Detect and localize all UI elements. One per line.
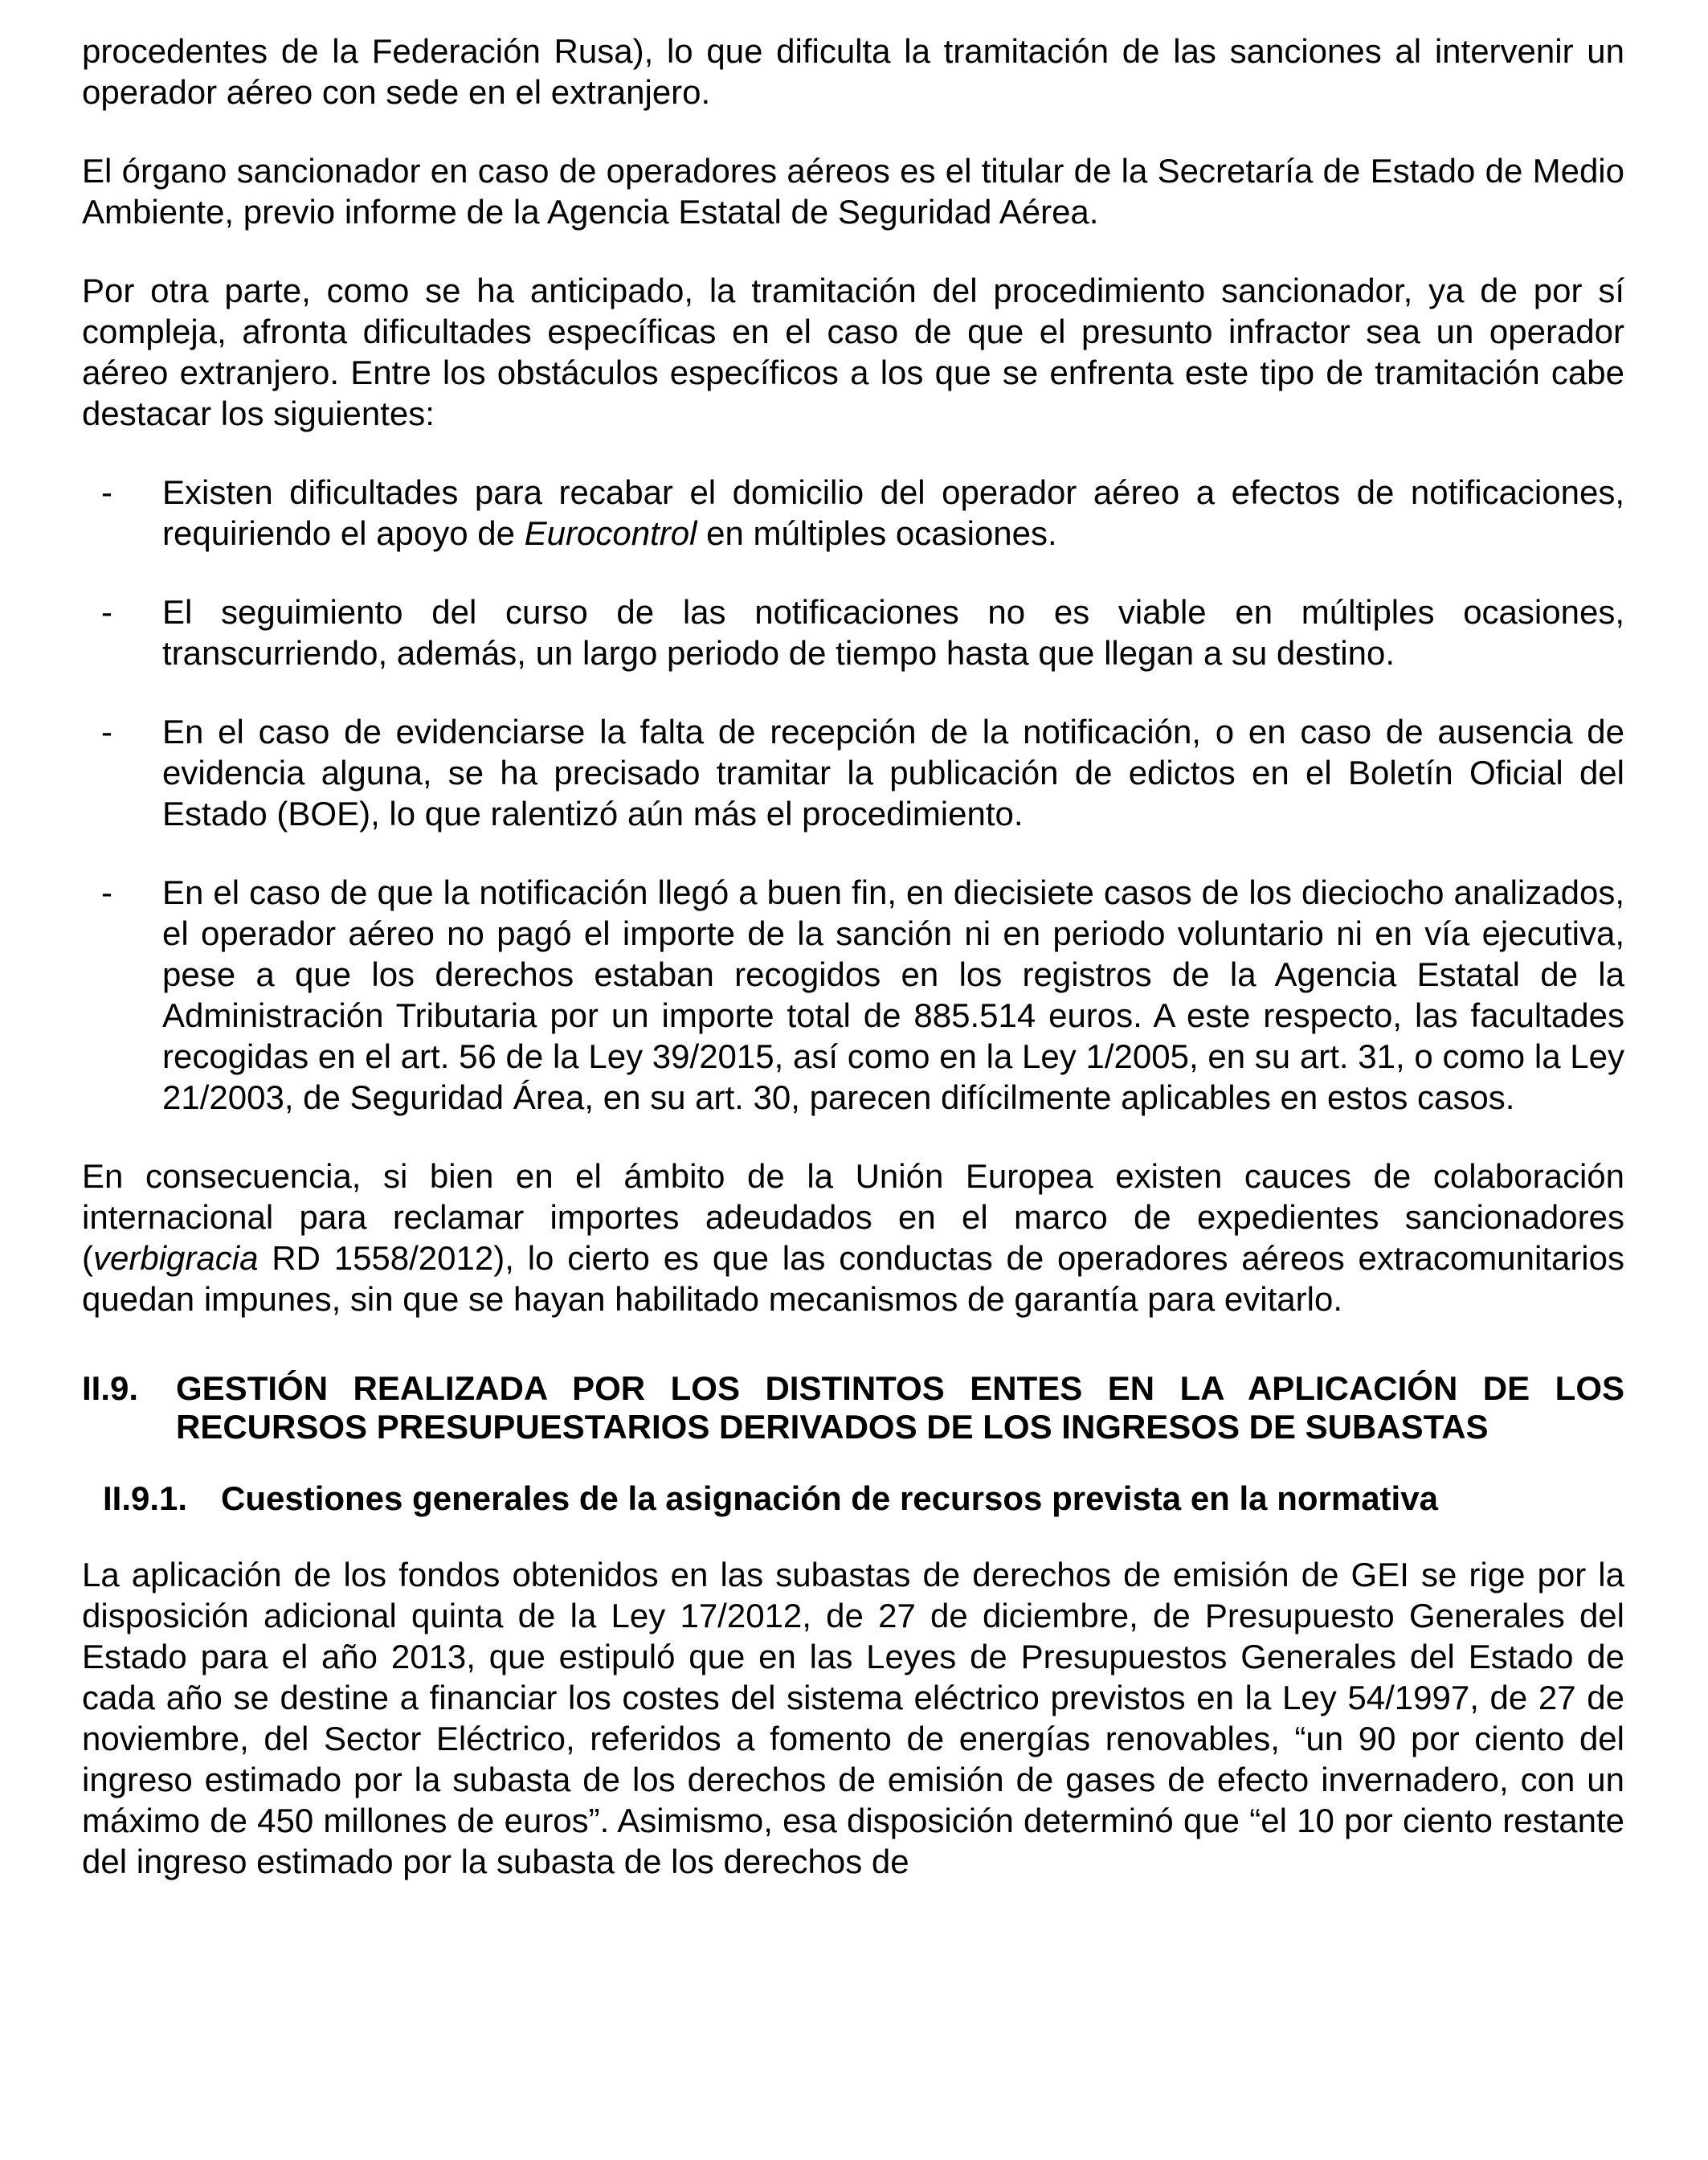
list-item-italic: Eurocontrol: [524, 514, 697, 552]
list-item: [82, 591, 1624, 673]
paragraph-sanctioning-body: El órgano sancionador en caso de operadores aéreos es el titular de la Secretaría de Estado de Medio Ambiente, previo informe de la Agencia Estatal de Seguridad Aérea.: [82, 152, 1624, 231]
bullet-dash: -: [101, 873, 112, 911]
subsection-heading: [82, 1478, 1624, 1519]
list-item-text: En el caso de que la notificación llegó a buen fin, en diecisiete casos de los dieciocho analizados, el operador aéreo no pagó el importe de la sanción ni en periodo voluntario ni en vía ejecutiva, pese a que los derechos estaban recogidos en los registros de la Agencia Estatal de la Administración Tributaria por un importe total de 885.514 euros. A este respecto, las facultades recogidas en el art. 56 de la Ley 39/2015, así como en la Ley 1/2005, en su art. 31, o como la Ley 21/2003, de Seguridad Área, en su art. 30, parecen difícilmente aplicables en estos casos.: [162, 873, 1624, 1116]
subsection-number: II.9.1.: [103, 1479, 188, 1517]
subsection-title: Cuestiones generales de la asignación de recursos prevista en la normativa: [221, 1479, 1438, 1517]
bullet-dash: -: [101, 473, 112, 511]
obstacles-list: [82, 472, 1624, 1118]
paragraph-conclusion: [82, 1156, 1624, 1319]
bullet-dash: -: [101, 713, 112, 751]
list-item-text: El seguimiento del curso de las notificaciones no es viable en múltiples ocasiones, transcurriendo, además, un largo periodo de tiempo hasta que llegan a su destino.: [162, 593, 1624, 672]
conclusion-text: En consecuencia, si bien en el ámbito de la Unión Europea existen cauces de colaboración internacional para reclamar importes adeudados en el marco de expedientes sancionadores (: [82, 1157, 1624, 1277]
list-item-text: Existen dificultades para recabar el domicilio del operador aéreo a efectos de notificaciones, requiriendo el apoyo de: [162, 473, 1624, 552]
conclusion-italic: verbigracia: [93, 1239, 259, 1277]
paragraph-difficulties-intro: Por otra parte, como se ha anticipado, la tramitación del procedimiento sancionador, ya de por sí compleja, afronta dificultades específicas en el caso de que el presunto infractor sea un operador aéreo extranjero. Entre los obstáculos específicos a los que se enfrenta este tipo de tramitación cabe destacar los siguientes:: [82, 272, 1624, 432]
list-item: [82, 872, 1624, 1118]
list-item-text: En el caso de evidenciarse la falta de recepción de la notificación, o en caso de ausencia de evidencia alguna, se ha precisado tramitar la publicación de edictos en el Boletín Oficial del Estado (BOE), lo que ralentizó aún más el procedimiento.: [162, 713, 1624, 832]
section-heading: [82, 1369, 1624, 1446]
list-item: [82, 472, 1624, 554]
section-number: II.9.: [82, 1369, 139, 1407]
conclusion-text: RD 1558/2012), lo cierto es que las conductas de operadores aéreos extracomunitarios quedan impunes, sin que se hayan habilitado mecanismos de garantía para evitarlo.: [82, 1239, 1624, 1318]
list-item: [82, 711, 1624, 834]
paragraph-fund-allocation: La aplicación de los fondos obtenidos en las subastas de derechos de emisión de GEI se rige por la disposición adicional quinta de la Ley 17/2012, de 27 de diciembre, de Presupuesto Generales del Estado para el año 2013, que estipuló que en las Leyes de Presupuestos Generales del Estado de cada año se destine a financiar los costes del sistema eléctrico previstos en la Ley 54/1997, de 27 de noviembre, del Sector Eléctrico, referidos a fomento de energías renovables, “un 90 por ciento del ingreso estimado por la subasta de los derechos de emisión de gases de efecto invernadero, con un máximo de 450 millones de euros”. Asimismo, esa disposición determinó que “el 10 por ciento restante del ingreso estimado por la subasta de los derechos de: [82, 1556, 1624, 1880]
document-page: [82, 31, 1624, 1920]
paragraph-continuation: procedentes de la Federación Rusa), lo que dificulta la tramitación de las sanciones al intervenir un operador aéreo con sede en el extranjero.: [82, 32, 1624, 111]
list-item-text: en múltiples ocasiones.: [697, 514, 1057, 552]
bullet-dash: -: [101, 593, 112, 631]
section-title: GESTIÓN REALIZADA POR LOS DISTINTOS ENTES EN LA APLICACIÓN DE LOS RECURSOS PRESUPUESTARIOS DERIVADOS DE LOS INGRESOS DE SUBASTAS: [176, 1369, 1624, 1446]
